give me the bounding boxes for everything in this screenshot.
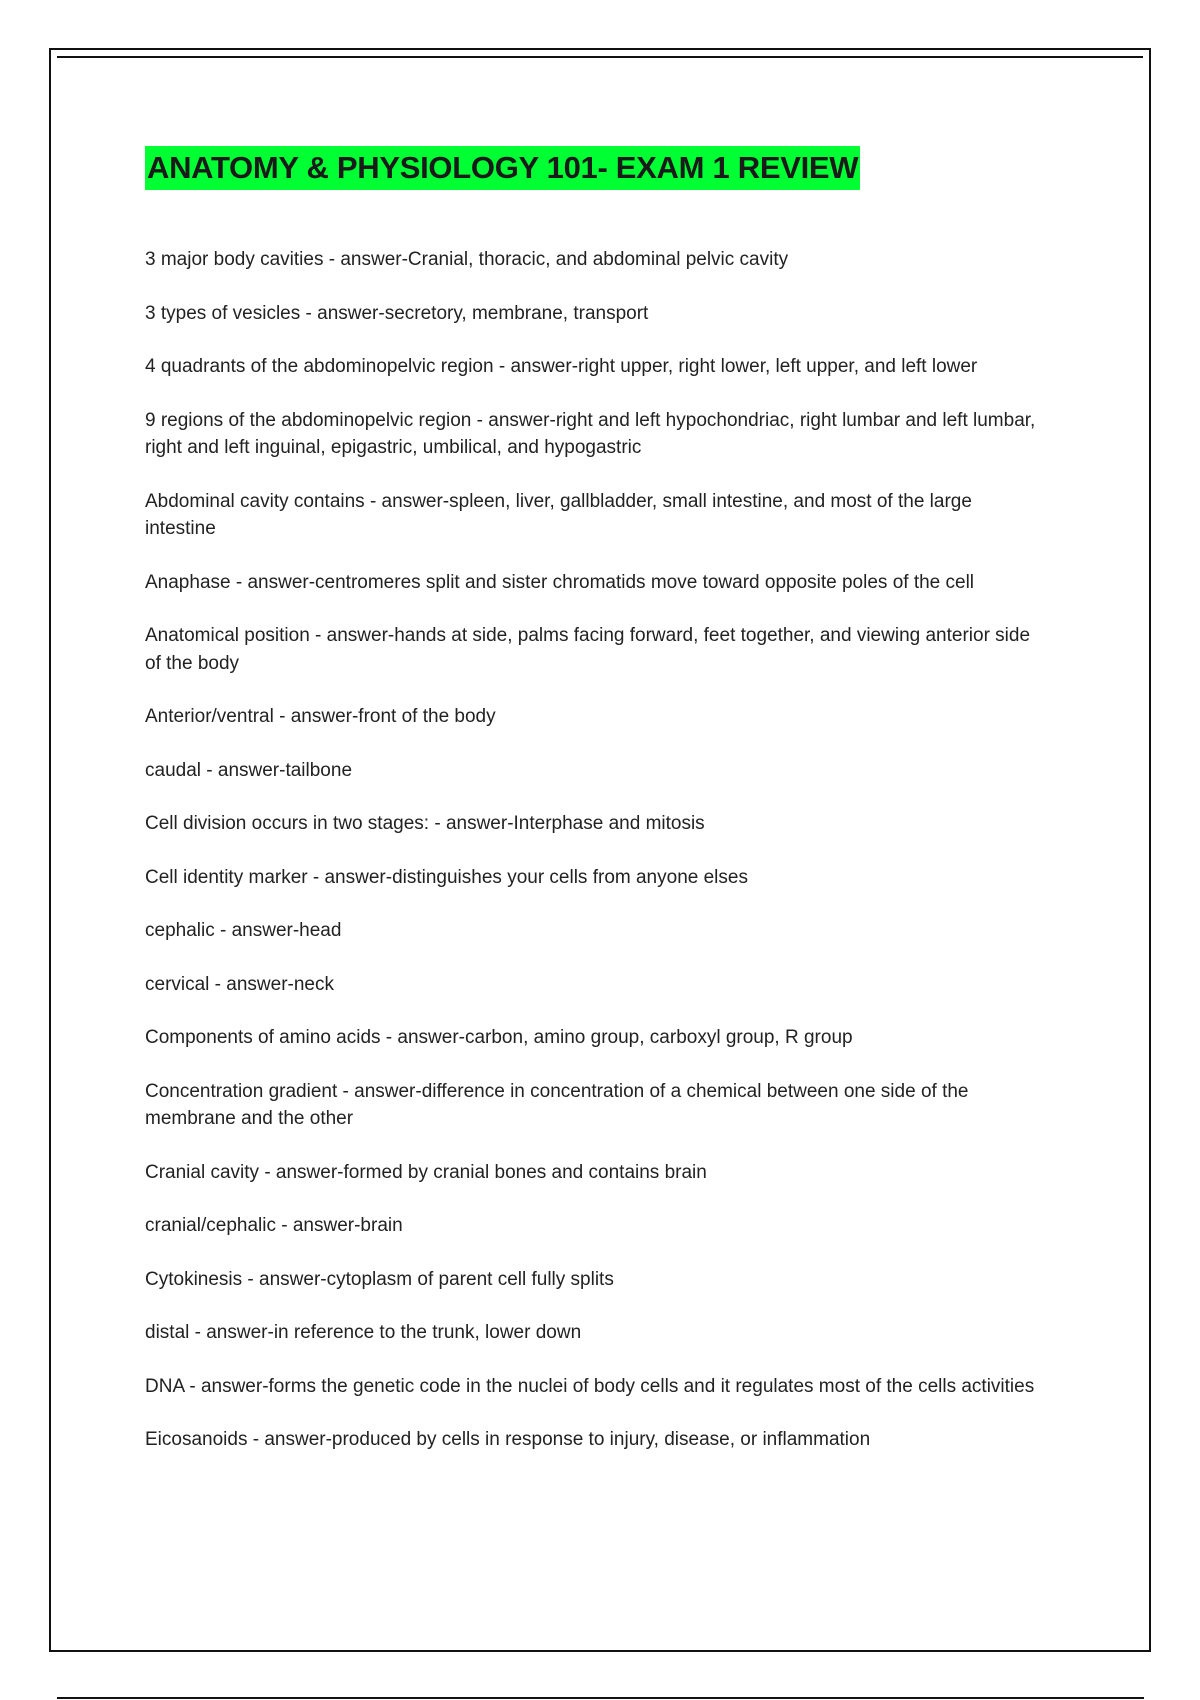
list-item: cephalic - answer-head [145,920,342,941]
list-item: Anterior/ventral - answer-front of the body [145,706,496,727]
list-item: Cell division occurs in two stages: - answer-Interphase and mitosis [145,813,705,834]
list-item: 3 major body cavities - answer-Cranial, thoracic, and abdominal pelvic cavity [145,249,789,270]
list-item: 3 types of vesicles - answer-secretory, membrane, transport [145,302,649,324]
list-item: DNA - answer-forms the genetic code in the nuclei of body cells and it regulates most of the cells activities [145,1375,1035,1397]
list-item: 4 quadrants of the abdominopelvic region - answer-right upper, right lower, left upper, and left lower [145,356,978,377]
list-item: Cranial cavity - answer-formed by cranial bones and contains brain [145,1161,707,1183]
list-item: distal - answer-in reference to the trunk, lower down [145,1322,582,1343]
title-wrap [145,146,1045,190]
list-item: Components of amino acids - answer-carbon, amino group, carboxyl group, R group [145,1027,853,1048]
list-item: Abdominal cavity contains - answer-spleen, liver, gallbladder, small intestine, and most of the large intestine [145,490,972,539]
list-item: cervical - answer-neck [145,973,334,995]
list-item: caudal - answer-tailbone [145,759,353,781]
top-rule [57,56,1143,58]
bottom-rule [57,1697,1144,1699]
qa-list [145,246,1045,1454]
list-item: cranial/cephalic - answer-brain [145,1215,403,1236]
list-item: Concentration gradient - answer-difference in concentration of a chemical between one side of the membrane and the other [145,1080,969,1129]
list-item: Cytokinesis - answer-cytoplasm of parent cell fully splits [145,1268,614,1290]
list-item: Eicosanoids - answer-produced by cells in response to injury, disease, or inflammation [145,1429,871,1450]
list-item: Anaphase - answer-centromeres split and sister chromatids move toward opposite poles of the cell [145,571,975,593]
list-item: Cell identity marker - answer-distinguishes your cells from anyone elses [145,866,748,888]
page-title: ANATOMY & PHYSIOLOGY 101- EXAM 1 REVIEW [145,146,860,190]
list-item: Anatomical position - answer-hands at side, palms facing forward, feet together, and viewing anterior side of the body [145,625,1031,674]
document-content [145,146,1045,1480]
list-item: 9 regions of the abdominopelvic region - answer-right and left hypochondriac, right lumbar and left lumbar, right and left inguinal, epigastric, umbilical, and hypogastric [145,409,1036,458]
